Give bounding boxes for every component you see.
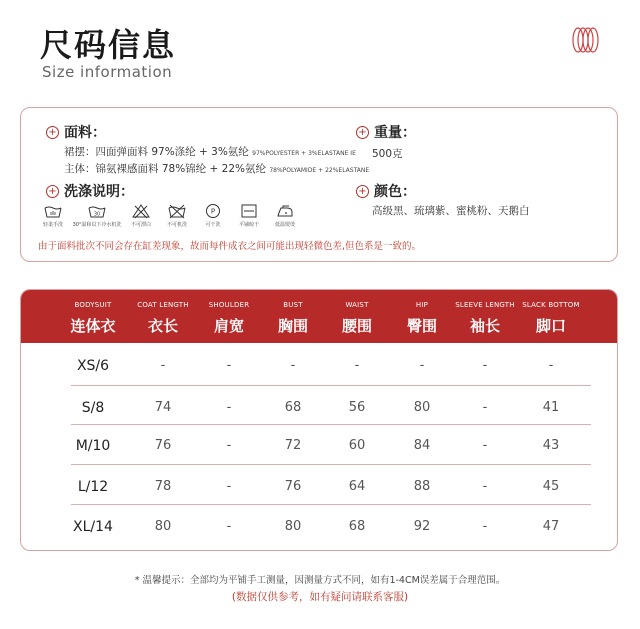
row-divider	[71, 385, 591, 386]
table-cell: -	[226, 479, 232, 494]
table-cell: 68	[348, 519, 366, 534]
table-cell: -	[226, 400, 232, 415]
header-shoulder: SHOULDER 肩宽	[208, 301, 250, 335]
plus-circle-icon: +	[46, 185, 59, 198]
contact-note: (数据仅供参考，如有疑问请联系客服)	[231, 591, 409, 603]
table-cell: -	[226, 358, 232, 373]
care-flat-dry: 平铺晾干	[234, 203, 264, 228]
measurement-tip: * 温馨提示：全部均为平铺手工测量，因测量方式不同，如有1-4CM误差属于合理范围。	[134, 575, 506, 586]
table-cell: -	[290, 358, 296, 373]
table-cell: -	[482, 519, 488, 534]
no-bleach-icon	[131, 203, 151, 219]
dry-clean-icon	[203, 203, 223, 219]
row-divider	[71, 464, 591, 465]
table-cell: -	[354, 358, 360, 373]
size-label-cell: XS/6	[76, 358, 110, 374]
header-hip: HIP 臀围	[406, 301, 437, 335]
table-cell: 74	[154, 400, 172, 415]
care-machine-wash: 30 30°温和以下冷水机洗	[74, 203, 120, 228]
table-cell: 84	[413, 438, 431, 453]
header-coat-length: COAT LENGTH 衣长	[137, 301, 189, 335]
header-sleeve-length: SLEEVE LENGTH 袖长	[455, 301, 515, 335]
table-cell: -	[419, 358, 425, 373]
flat-dry-icon	[239, 203, 259, 219]
table-cell: 47	[542, 519, 560, 534]
table-cell: 56	[348, 400, 366, 415]
page-subtitle: Size information	[42, 63, 173, 81]
size-label-cell: XL/14	[73, 519, 113, 535]
header-bust: BUST 胸围	[277, 301, 308, 335]
weight-label: + 重量：	[356, 122, 416, 142]
hand-wash-icon	[43, 203, 63, 219]
row-divider	[71, 504, 591, 505]
color-value: 高级黑、琉璃紫、蜜桃粉、天鹅白	[372, 205, 530, 217]
header-waist: WAIST 腰围	[341, 301, 372, 335]
table-cell: 80	[154, 519, 172, 534]
page-title: 尺码信息	[40, 26, 177, 64]
care-hand-wash: 轻柔手洗	[38, 203, 68, 228]
header-slack-bottom: SLACK BOTTOM 脚口	[522, 301, 580, 335]
table-header	[21, 290, 618, 343]
size-table	[20, 289, 618, 551]
table-cell: 45	[542, 479, 560, 494]
fabric-body-line: 主体：锦氨裸感面料 78%锦纶 + 22%氨纶 78%POLYAMIDE + 22%ELASTANE	[64, 163, 370, 175]
table-cell: 88	[413, 479, 431, 494]
table-cell: 78	[154, 479, 172, 494]
svg-text:30: 30	[93, 211, 101, 218]
color-variance-notice: 由于面料批次不同会存在缸差现象，故而每件成衣之间可能出现轻微色差,但色系是一致的。	[38, 241, 422, 252]
table-cell: 80	[284, 519, 302, 534]
table-cell: 80	[413, 400, 431, 415]
table-cell: -	[160, 358, 166, 373]
table-cell: -	[548, 358, 554, 373]
header-bodysuit: BODYSUIT 连体衣	[70, 301, 116, 335]
table-cell: -	[226, 438, 232, 453]
machine-wash-30-icon	[87, 203, 107, 219]
table-cell: 72	[284, 438, 302, 453]
table-cell: 92	[413, 519, 431, 534]
table-cell: -	[482, 438, 488, 453]
care-low-iron: 低温熨烫	[270, 203, 300, 228]
color-label: + 颜色：	[356, 181, 416, 201]
fabric-skirt-line: 裙摆：四面弹面料 97%涤纶 + 3%氨纶 97%POLYESTER + 3%ELASTANE IE	[64, 146, 356, 158]
rings-decoration-icon	[570, 26, 602, 54]
care-no-bleach: 不可漂白	[126, 203, 156, 228]
size-label-cell: L/12	[77, 479, 109, 495]
care-symbols	[38, 203, 300, 228]
row-divider	[71, 424, 591, 425]
plus-circle-icon: +	[356, 126, 369, 139]
plus-circle-icon: +	[46, 126, 59, 139]
size-label-cell: M/10	[75, 438, 111, 454]
table-cell: 76	[154, 438, 172, 453]
wash-label: + 洗涤说明：	[46, 181, 134, 201]
plus-circle-icon: +	[356, 185, 369, 198]
table-cell: 41	[542, 400, 560, 415]
no-machine-wash-icon	[167, 203, 187, 219]
iron-low-icon	[275, 203, 295, 219]
size-label-cell: S/8	[81, 400, 105, 416]
weight-value: 500克	[372, 148, 403, 160]
care-no-machine-wash: 不可机洗	[162, 203, 192, 228]
table-cell: 60	[348, 438, 366, 453]
care-dry-clean: P 可干洗	[198, 203, 228, 228]
table-cell: -	[226, 519, 232, 534]
svg-text:P: P	[210, 207, 216, 216]
fabric-label: + 面料：	[46, 122, 106, 142]
table-cell: 68	[284, 400, 302, 415]
table-cell: 43	[542, 438, 560, 453]
table-cell: -	[482, 400, 488, 415]
table-cell: 64	[348, 479, 366, 494]
table-cell: -	[482, 358, 488, 373]
table-cell: 76	[284, 479, 302, 494]
table-cell: -	[482, 479, 488, 494]
